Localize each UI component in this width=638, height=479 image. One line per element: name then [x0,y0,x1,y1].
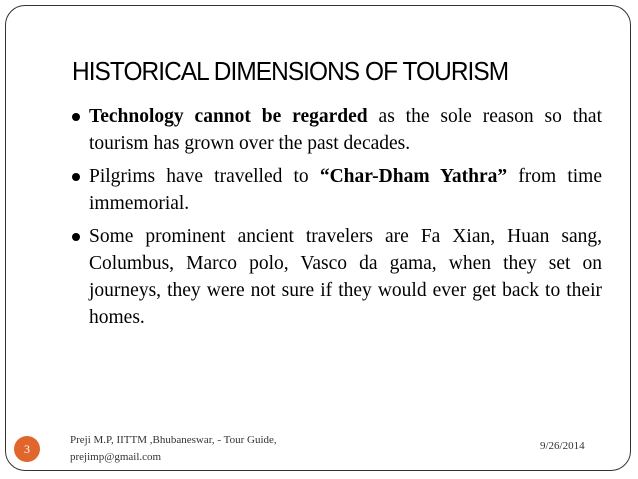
footer-date: 9/26/2014 [540,440,585,452]
footer-author-line: Preji M.P, IITTM ,Bhubaneswar, - Tour Guide, [70,434,277,446]
bullet-item-travelers [72,223,602,331]
bullet-emphasis: “Char-Dham Yathra” [319,166,508,187]
bullet-item-technology [72,103,602,157]
bullet-dot-icon [72,173,80,181]
bullet-item-pilgrims [72,163,602,217]
bullet-emphasis: Technology cannot be regarded [89,106,368,127]
bullet-dot-icon [72,113,80,121]
bullet-list [72,103,602,337]
footer-email: prejimp@gmail.com [70,451,162,463]
slide-title: HISTORICAL DIMENSIONS OF TOURISM [72,56,509,86]
bullet-text: Some prominent ancient travelers are Fa Xian, Huan sang, Columbus, Marco polo, Vasco da gama, when they set on journeys, they were not sure if they would ever get back to their homes. [89,226,602,328]
page-number-badge: 3 [14,436,40,462]
bullet-text: from time immemorial. [89,166,602,214]
footer-author [70,432,277,466]
bullet-text: as the sole reason so that tourism has grown over the past decades. [89,106,602,154]
bullet-dot-icon [72,233,80,241]
bullet-text: Pilgrims have travelled to [89,166,320,187]
